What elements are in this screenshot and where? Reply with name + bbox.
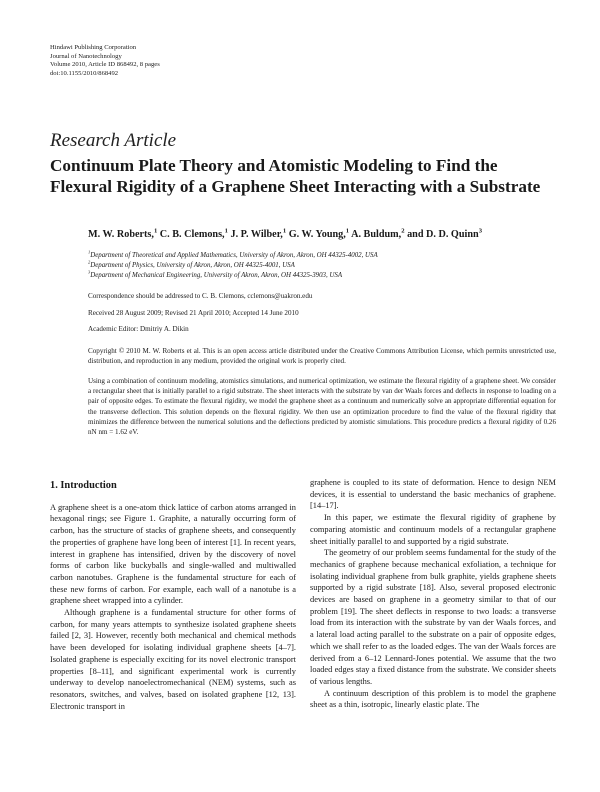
paragraph: Although graphene is a fundamental structure for other forms of carbon, for many years attempts to synthesize isolated graphene sheets failed [2, 3]. However, recently both mechanical and chemical methods have been developed for isolating individual graphene sheets [4–7]. Isolated graphene is especially exciting for its novel electronic transport properties [8–11], and significant experimental work is currently underway to develop nanoelectromechanical (NEM) systems, such as resonators, switches, and valves, based on isolated graphene [12, 13]. Electronic transport in (50, 608, 296, 711)
received-dates: Received 28 August 2009; Revised 21 April 2010; Accepted 14 June 2010 (88, 309, 299, 317)
paragraph: A continuum description of this problem is to model the graphene sheet as a thin, isotropic, linearly elastic plate. The (310, 688, 556, 710)
paragraph: The geometry of our problem seems fundamental for the study of the mechanics of graphene because mechanical exfoliation, a technique for isolating individual graphene from bulk graphite, yields graphene sheets supported by a rigid substrate [18]. Also, several proposed electronic devices are based on graphene in a geometry similar to that of our problem [19]. The sheet deflects in response to two loads: a transverse load from its interaction with the substrate by van der Waals forces, and a lateral load acting parallel to the substrate on a pair of opposite edges, which we shall refer to as the loaded edges. The van der Waals forces are derived from a 6–12 Lennard-Jones potential. We assume that the two loaded edges stay a fixed distance from the substrate. We consider sheets of various lengths. (310, 548, 556, 686)
author-list (88, 229, 482, 240)
author: G. W. Young,$^1$ (288, 227, 350, 240)
affiliation: $^3$Department of Mechanical Engineering, University of Akron, Akron, OH 44325-3903, USA (88, 270, 343, 280)
author: C. B. Clemons,$^1$ (159, 227, 228, 240)
section-heading: 1. Introduction (50, 480, 117, 491)
title-line-1: Continuum Plate Theory and Atomistic Modeling to Find the (50, 156, 498, 175)
right-column (310, 477, 556, 711)
paragraph: A graphene sheet is a one-atom thick lattice of carbon atoms arranged in hexagonal rings; see Figure 1. Graphite, a naturally occurring form of carbon, has the structure of stacks of graphene sheets, and consequently the properties of graphene have long been of interest [1]. In recent years, interest in graphene has intensified, driven by the discovery of novel forms of carbon like buckyballs and single-walled and multiwalled carbon nanotubes. Graphene is the fundamental structure for each of these new forms of carbon. For example, each wall of a nanotube is a graphene sheet wrapped into a cylinder. (50, 502, 296, 606)
title-line-2: Flexural Rigidity of a Graphene Sheet Interacting with a Substrate (50, 177, 541, 196)
publisher: Hindawi Publishing Corporation (50, 44, 137, 51)
author: A. Buldum,$^2$ (351, 227, 405, 240)
correspondence: Correspondence should be addressed to C. B. Clemons, cclemons@uakron.edu (88, 292, 313, 300)
author: and D. D. Quinn$^3$ (407, 227, 483, 240)
paragraph: graphene is coupled to its state of deformation. Hence to design NEM devices, it is essential to understand the basic mechanics of graphene. [14–17]. (310, 478, 556, 511)
volume-info: Volume 2010, Article ID 868492, 8 pages (50, 61, 160, 69)
abstract: Using a combination of continuum modeling, atomistics simulations, and numerical optimization, we estimate the flexural rigidity of a graphene sheet. We consider a rectangular sheet that is initially parallel to a rigid substrate. The sheet interacts with the substrate by van der Waals forces and deflects in response to loading on a pair of opposite edges. To estimate the flexural rigidity, we model the graphene sheet as a continuum and numerically solve an appropriate differential equation for the transverse deflection. This solution depends on the flexural rigidity. We then use an optimization procedure to find the value of the flexural rigidity that minimizes the difference between the numerical solutions and the deflections predicted by atomistic simulations. This procedure predicts a flexural rigidity of 0.26 nN nm = 1.62 eV. (88, 377, 556, 437)
journal-header (50, 44, 160, 78)
affiliation: $^2$Department of Physics, University of Akron, Akron, OH 44325-4001, USA (88, 259, 295, 270)
article-type: Research Article (50, 130, 177, 151)
author: J. P. Wilber,$^1$ (230, 227, 287, 240)
left-column (50, 477, 296, 712)
copyright-notice: Copyright © 2010 M. W. Roberts et al. This is an open access article distributed under the Creative Commons Attribution License, which permits unrestricted use, distribution, and reproduction in any medium, provided the original work is properly cited. (88, 347, 556, 366)
doi: doi:10.1155/2010/868492 (50, 69, 119, 77)
affiliation: $^1$Department of Theoretical and Applied Mathematics, University of Akron, Akron, OH 44325-4002, USA (88, 249, 378, 259)
affiliations (88, 251, 378, 282)
paragraph: In this paper, we estimate the flexural rigidity of graphene by comparing atomistic and continuum models of a rectangular graphene sheet initially parallel to and supported by a rigid substrate. (310, 513, 556, 546)
academic-editor: Academic Editor: Dmitriy A. Dikin (88, 325, 189, 333)
paper-title (50, 155, 560, 197)
journal-name: Journal of Nanotechnology (50, 52, 122, 60)
author: M. W. Roberts,$^1$ (88, 227, 158, 240)
